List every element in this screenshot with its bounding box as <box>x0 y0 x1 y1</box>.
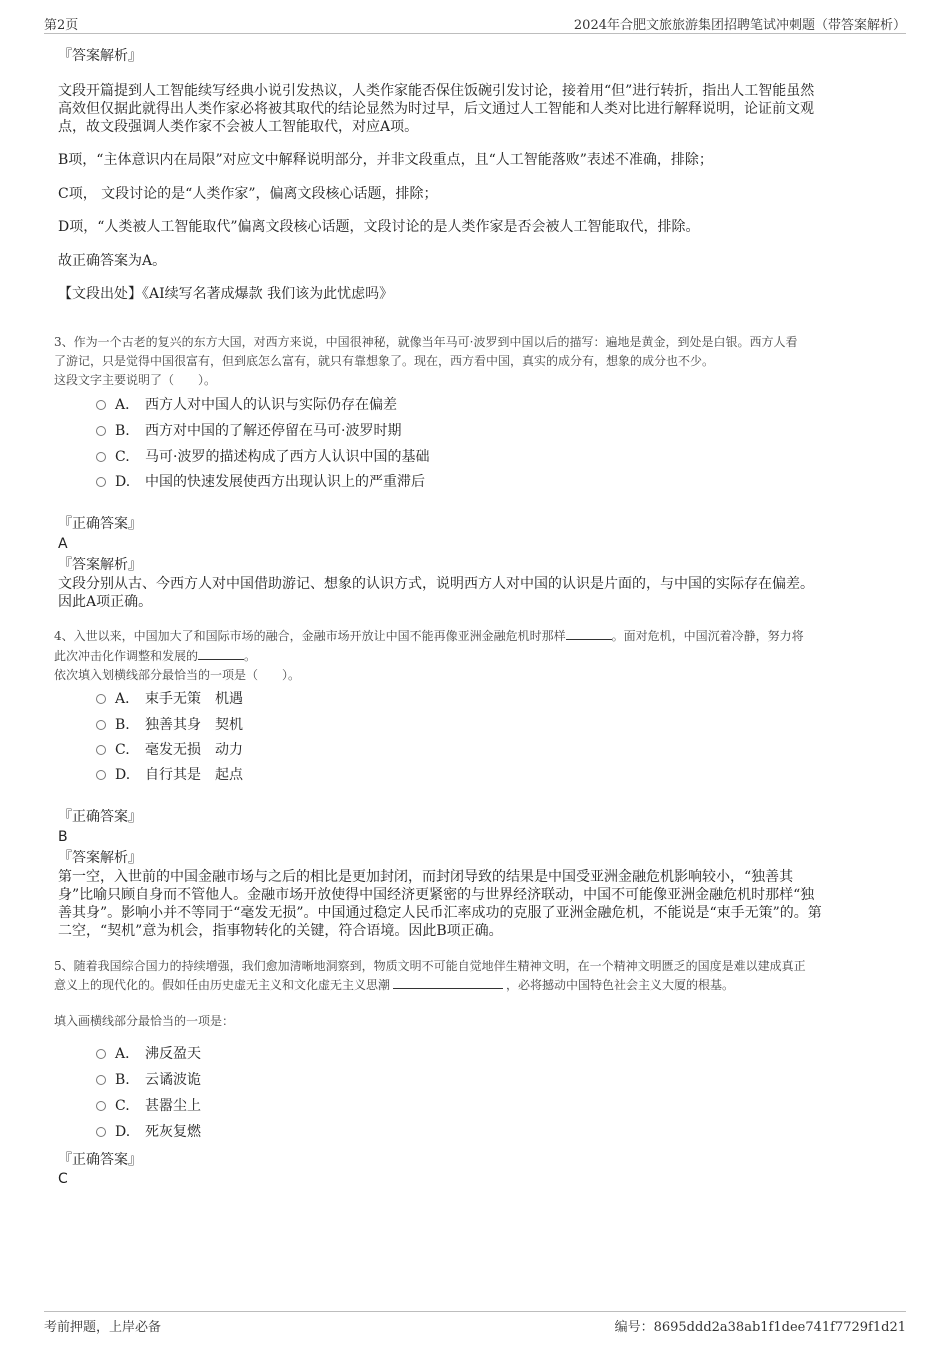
q4-option-d-text: 自行其是 起点 <box>145 767 243 783</box>
q4-stem-part-2: 。面对危机，中国沉着冷静，努力将 <box>611 629 804 643</box>
q2-analysis-line-3: 点，故文段强调人类作家不会被人工智能取代，对应A项。 <box>58 119 419 135</box>
q3-analysis-label: 『答案解析』 <box>58 557 142 573</box>
q5-stem-line-1: 5、随着我国综合国力的持续增强，我们愈加清晰地洞察到，物质文明不可能自觉地伴生精神文明，在一个精神文明匮乏的国度是难以建成真正 <box>54 959 806 973</box>
q3-option-b[interactable] <box>96 421 401 441</box>
q4-stem-line-1 <box>54 627 804 646</box>
q5-stem-part-2: 意义上的现代化的。假如任由历史虚无主义和文化虚无主义思潮 <box>54 978 391 992</box>
q5-stem-part-3: ，必将撼动中国特色社会主义大厦的根基。 <box>506 978 735 992</box>
q2-analysis-line-1: 文段开篇提到人工智能续写经典小说引发热议，人类作家能否保住饭碗引发讨论，接着用“但”进行转折，指出人工智能虽然 <box>58 83 815 99</box>
q3-correct-answer: A <box>58 536 68 552</box>
q4-option-c-letter: C. <box>115 742 130 758</box>
radio-icon[interactable] <box>96 694 106 704</box>
page-footer <box>44 1311 906 1334</box>
q4-option-d-letter: D. <box>115 767 131 783</box>
q2-option-d-analysis: D项，“人类被人工智能取代”偏离文段核心话题，文段讨论的是人类作家是否会被人工智能取代，排除。 <box>58 219 700 235</box>
q4-stem-part-4: 。 <box>244 649 257 663</box>
q2-option-b-analysis: B项，“主体意识内在局限”对应文中解释说明部分，并非文段重点，且“人工智能落败”表述不准确，排除； <box>58 152 713 168</box>
q3-option-a-letter: A． <box>115 397 140 413</box>
q3-stem-line-2: 了游记，只是觉得中国很富有，但到底怎么富有，就只有靠想象了。现在，西方看中国，真实的成分有，想象的成分也不少。 <box>54 354 715 368</box>
q5-option-d[interactable] <box>96 1122 201 1142</box>
q2-conclusion: 故正确答案为A。 <box>58 253 167 269</box>
q3-stem-line-1: 3、作为一个古老的复兴的东方大国，对西方来说，中国很神秘，就像当年马可·波罗到中国以后的描写：遍地是黄金，到处是白银。西方人看 <box>54 335 798 349</box>
fill-blank <box>198 647 244 660</box>
q4-option-a[interactable] <box>96 689 243 709</box>
radio-icon[interactable] <box>96 720 106 730</box>
radio-icon[interactable] <box>96 452 106 462</box>
document-title: 2024年合肥文旅旅游集团招聘笔试冲刺题（带答案解析） <box>573 18 906 33</box>
q5-option-a[interactable] <box>96 1044 201 1064</box>
q3-option-d-text: 中国的快速发展使西方出现认识上的严重滞后 <box>145 474 425 490</box>
q4-option-c-text: 毫发无损 动力 <box>145 742 243 758</box>
radio-icon[interactable] <box>96 745 106 755</box>
q4-option-b[interactable] <box>96 715 243 735</box>
q5-option-d-text: 死灰复燃 <box>145 1124 201 1140</box>
q4-stem-prompt: 依次填入划横线部分最恰当的一项是（ ）。 <box>54 668 301 682</box>
q3-option-c-letter: C. <box>115 449 130 465</box>
q4-stem-line-2 <box>54 647 256 666</box>
q4-analysis-line-2: 身”比喻只顾自身而不管他人。金融市场开放使得中国经济更紧密的与世界经济联动，中国不可能像亚洲金融危机时那样“独 <box>58 887 815 903</box>
q3-option-b-letter: B. <box>115 423 130 439</box>
q5-option-a-text: 沸反盈天 <box>145 1046 201 1062</box>
q3-option-c-text: 马可·波罗的描述构成了西方人认识中国的基础 <box>145 449 430 465</box>
radio-icon[interactable] <box>96 1101 106 1111</box>
radio-icon[interactable] <box>96 1127 106 1137</box>
q5-option-b-letter: B. <box>115 1072 130 1088</box>
q3-stem-line-3: 这段文字主要说明了（ ）。 <box>54 373 217 387</box>
q4-correct-label: 『正确答案』 <box>58 809 142 825</box>
q5-correct-answer: C <box>58 1171 68 1187</box>
footer-slogan: 考前押题，上岸必备 <box>44 1320 162 1335</box>
q5-option-b-text: 云谲波诡 <box>145 1072 201 1088</box>
q5-option-c[interactable] <box>96 1096 201 1116</box>
fill-blank <box>566 627 612 640</box>
q4-analysis-line-3: 善其身”。影响小并不等同于“毫发无损”。中国通过稳定人民币汇率成功的克服了亚洲金融危机，不能说是“束手无策”的。第 <box>58 905 822 921</box>
q5-option-b[interactable] <box>96 1070 201 1090</box>
radio-icon[interactable] <box>96 426 106 436</box>
radio-icon[interactable] <box>96 770 106 780</box>
footer-code: 编号：8695ddd2a38ab1f1dee741f7729f1d21 <box>614 1320 906 1335</box>
q5-option-c-letter: C. <box>115 1098 130 1114</box>
q5-option-d-letter: D. <box>115 1124 131 1140</box>
q4-stem-part-3: 此次冲击化作调整和发展的 <box>54 649 199 663</box>
radio-icon[interactable] <box>96 1049 106 1059</box>
fill-blank <box>393 976 503 989</box>
q4-option-c[interactable] <box>96 740 243 760</box>
radio-icon[interactable] <box>96 1075 106 1085</box>
q5-prompt: 填入画横线部分最恰当的一项是： <box>54 1014 235 1028</box>
page-number: 第2页 <box>44 18 79 33</box>
q2-analysis-line-2: 高效但仅据此就得出人类作家必将被其取代的结论显然为时过早，后文通过人工智能和人类对比进行解释说明，论证前文观 <box>58 101 814 117</box>
q4-analysis-line-4: 二空，“契机”意为机会，指事物转化的关键，符合语境。因此B项正确。 <box>58 923 503 939</box>
q4-option-a-text: 束手无策 机遇 <box>145 691 243 707</box>
q2-analysis-label: 『答案解析』 <box>58 48 142 64</box>
q5-stem-line-2 <box>54 976 734 995</box>
q4-option-b-letter: B. <box>115 717 130 733</box>
q4-option-d[interactable] <box>96 765 243 785</box>
q3-analysis-line-1: 文段分别从古、今西方人对中国借助游记、想象的认识方式，说明西方人对中国的认识是片面的，与中国的实际存在偏差。 <box>58 576 814 592</box>
q5-correct-label: 『正确答案』 <box>58 1152 142 1168</box>
q3-option-a-text: 西方人对中国人的认识与实际仍存在偏差 <box>145 397 397 413</box>
q2-source: 【文段出处】《AI续写名著成爆款 我们该为此忧虑吗》 <box>58 286 394 302</box>
q4-correct-answer: B <box>58 829 68 845</box>
radio-icon[interactable] <box>96 477 106 487</box>
q3-option-c[interactable] <box>96 447 429 467</box>
q3-correct-label: 『正确答案』 <box>58 516 142 532</box>
q4-option-b-text: 独善其身 契机 <box>145 717 243 733</box>
q3-analysis-line-2: 因此A项正确。 <box>58 594 153 610</box>
q3-option-b-text: 西方对中国的了解还停留在马可·波罗时期 <box>145 423 402 439</box>
q3-option-d-letter: D. <box>115 474 131 490</box>
q4-analysis-line-1: 第一空，入世前的中国金融市场与之后的相比是更加封闭，而封闭导致的结果是中国受亚洲金融危机影响较小，“独善其 <box>58 869 794 885</box>
q4-stem-part-1: 4、入世以来，中国加大了和国际市场的融合，金融市场开放让中国不能再像亚洲金融危机时那样 <box>54 629 566 643</box>
q2-option-c-analysis: C项， 文段讨论的是“人类作家”，偏离文段核心话题，排除； <box>58 186 438 202</box>
radio-icon[interactable] <box>96 400 106 410</box>
q4-option-a-letter: A． <box>115 691 140 707</box>
q5-option-c-text: 甚嚣尘上 <box>145 1098 201 1114</box>
q5-option-a-letter: A． <box>115 1046 140 1062</box>
q4-analysis-label: 『答案解析』 <box>58 850 142 866</box>
page-header <box>44 13 906 34</box>
q3-option-a[interactable] <box>96 395 397 415</box>
q3-option-d[interactable] <box>96 472 425 492</box>
